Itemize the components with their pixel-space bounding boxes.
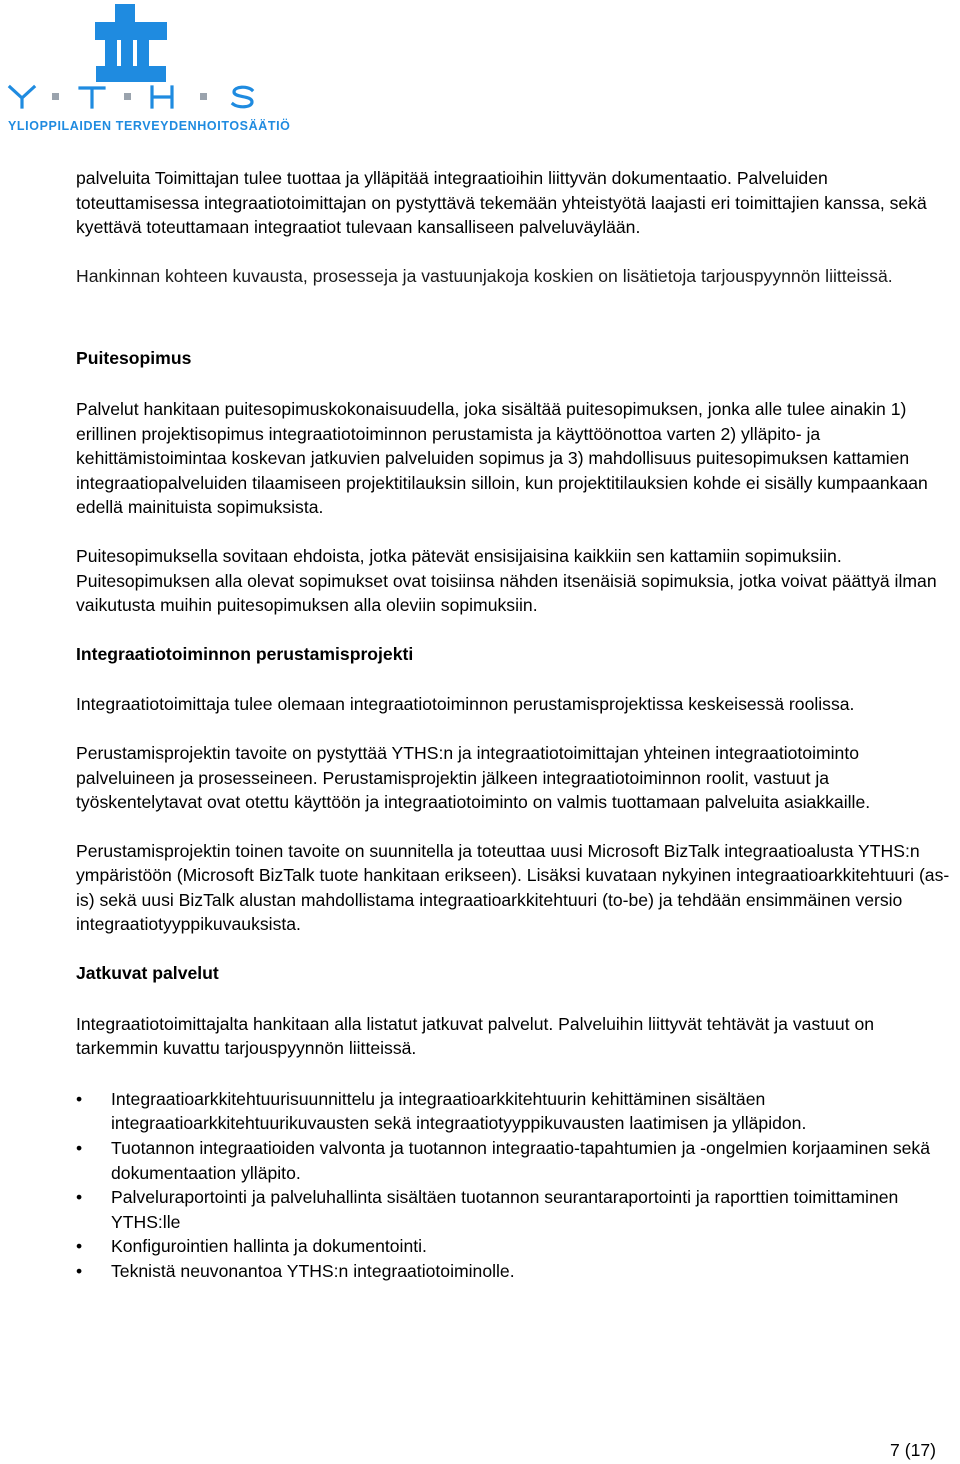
paragraph-puitesopimus-1: Palvelut hankitaan puitesopimuskokonaisuudella, joka sisältää puitesopimuksen, jonka alle tulee ainakin 1) erillinen projektisopimus integraatiotoiminnon perustamista ja käyttöönottoa varten 2) ylläpito- ja kehittämistoimintaa koskevan jatkuvien palveluiden sopimus ja 3) mahdollisuus puitesopimuksen kattamien integraatiopalveluiden tilaamiseen projektitilauksin silloin, kun projektitilauksien kohde ei sisälly kumpaankaan edellä mainituista sopimuksista. xyxy=(76,398,928,518)
list-item-text: Tuotannon integraatioiden valvonta ja tuotannon integraatio-tapahtumien ja -ongelmien korjaaminen sekä dokumentaation ylläpito. xyxy=(111,1138,930,1183)
paragraph-puitesopimus-2: Puitesopimuksella sovitaan ehdoista, jotka pätevät ensisijaisina kaikkiin sen kattamiin sopimuksiin. Puitesopimuksen alla olevat sopimukset ovat toisiinsa nähden itsenäisiä sopimuksia, jotka voivat päättyä ilman vaikutusta muihin puitesopimuksen alla oleviin sopimuksiin. xyxy=(76,545,937,616)
yths-logo xyxy=(0,0,291,140)
pillar-icon xyxy=(0,0,270,118)
list-item xyxy=(76,1185,952,1234)
bullet-icon: • xyxy=(76,1236,83,1257)
page-number: 7 (17) xyxy=(890,1440,936,1460)
paragraph-perustamisprojekti-2: Perustamisprojektin tavoite on pystyttää YTHS:n ja integraatiotoimittajan yhteinen integraatiotoiminto palveluineen ja prosesseineen. Perustamisprojektin jälkeen integraatiotoiminnon roolit, vastuut ja työskentelytavat ovat otettu käyttöön ja integraatiotoiminto on valmis tuottamaan palveluita asiakkaille. xyxy=(76,742,871,813)
list-item-text: Konfigurointien hallinta ja dokumentointi. xyxy=(111,1236,427,1257)
list-item xyxy=(76,1259,952,1284)
section-heading-jatkuvat-palvelut: Jatkuvat palvelut xyxy=(76,963,219,984)
logo-tagline: YLIOPPILAIDEN TERVEYDENHOITOSÄÄTIÖ xyxy=(8,119,291,133)
section-heading-perustamisprojekti: Integraatiotoiminnon perustamisprojekti xyxy=(76,643,414,664)
list-item xyxy=(76,1087,952,1136)
document-body xyxy=(76,166,952,1284)
list-item-text: Integraatioarkkitehtuurisuunnittelu ja integraatioarkkitehtuurin kehittäminen sisältäen integraatioarkkitehtuurikuvausten sekä integraatiotyyppikuvausten laatimisen ja ylläpidon. xyxy=(111,1088,807,1134)
list-item-text: Palveluraportointi ja palveluhallinta sisältäen tuotannon seurantaraportointi ja raporttien toimittaminen YTHS:lle xyxy=(111,1187,899,1232)
paragraph-perustamisprojekti-1: Integraatiotoimittaja tulee olemaan integraatiotoiminnon perustamisprojektissa keskeisessä roolissa. xyxy=(76,694,855,715)
list-item xyxy=(76,1136,952,1185)
paragraph-jatkuvat-palvelut: Integraatiotoimittajalta hankitaan alla listatut jatkuvat palvelut. Palveluihin liittyvät tehtävät ja vastuut on tarkemmin kuvattu tarjouspyynnön liitteissä. xyxy=(76,1013,875,1059)
bullet-icon: • xyxy=(76,1088,83,1109)
bullet-icon: • xyxy=(76,1138,83,1159)
paragraph-additional-info: Hankinnan kohteen kuvausta, prosesseja ja vastuunjakoja koskien on lisätietoja tarjouspyynnön liitteissä. xyxy=(76,265,893,286)
section-heading-puitesopimus: Puitesopimus xyxy=(76,348,192,369)
bullet-icon: • xyxy=(76,1261,83,1281)
paragraph-intro: palveluita Toimittajan tulee tuottaa ja ylläpitää integraatioihin liittyvän dokumentaatio. Palveluiden toteuttamisessa integraatiotoimittajan on pystyttävä tekemään yhteistyötä laajasti eri toimittajien kanssa, sekä kyettävä toteuttamaan integraatiot tulevaan kansalliseen palveluväylään. xyxy=(76,168,927,238)
list-item-text: Teknistä neuvonantoa YTHS:n integraatiotoiminolle. xyxy=(111,1261,515,1281)
list-item xyxy=(76,1234,952,1259)
bullet-icon: • xyxy=(76,1187,83,1208)
services-list xyxy=(76,1087,952,1284)
paragraph-perustamisprojekti-3: Perustamisprojektin toinen tavoite on suunnitella ja toteuttaa uusi Microsoft BizTalk integraatioalusta YTHS:n ympäristöön (Microsoft BizTalk tuote hankitaan erikseen). Lisäksi kuvataan nykyinen integraatioarkkitehtuuri (as-is) sekä uusi BizTalk alustan mahdollistama integraatioarkkitehtuuri (to-be) ja tehdään ensimmäinen versio integraatiotyyppikuvauksista. xyxy=(76,840,950,935)
